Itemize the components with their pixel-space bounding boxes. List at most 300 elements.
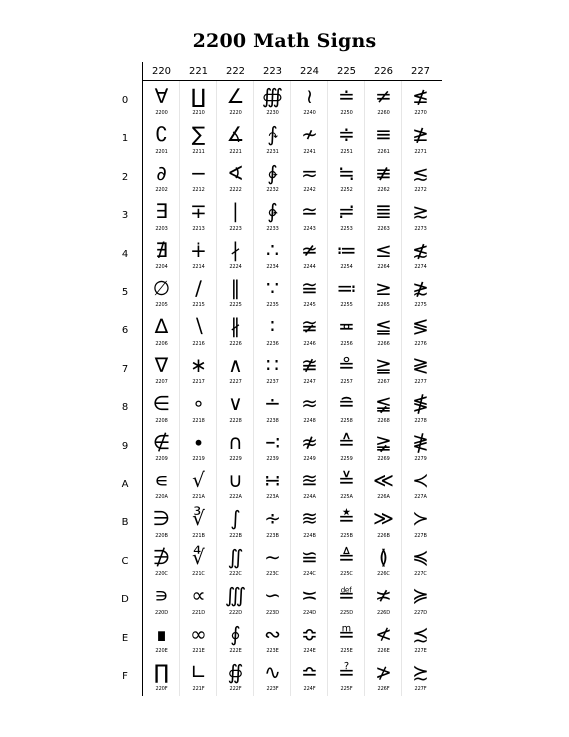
code-point-label: 2217 [192, 379, 205, 386]
glyph: ∢ [227, 160, 244, 185]
glyph-cell [328, 619, 365, 657]
glyph-cell [365, 350, 402, 388]
glyph-cell [180, 350, 217, 388]
code-point-label: 2208 [155, 417, 168, 424]
glyph: ∡ [226, 122, 245, 147]
glyph-cell [143, 542, 180, 580]
glyph-cell [291, 311, 328, 349]
code-point-label: 221A [192, 494, 205, 501]
glyph: ≮ [375, 621, 392, 646]
row-label: 0 [121, 95, 129, 106]
glyph: ∞ [190, 621, 207, 646]
glyph-cell [365, 580, 402, 618]
code-point-label: 225C [340, 571, 353, 578]
glyph: ∥ [230, 276, 241, 300]
glyph: ∿ [264, 660, 281, 684]
glyph-cell [291, 388, 328, 426]
glyph-cell [365, 427, 402, 465]
glyph: ≍ [301, 583, 318, 608]
glyph-cell [291, 158, 328, 196]
code-point-label: 2241 [303, 148, 316, 155]
glyph: ≅ [301, 276, 318, 300]
glyph: ∽ [264, 583, 281, 608]
glyph: ∶ [269, 314, 276, 339]
glyph-cell [291, 350, 328, 388]
glyph: ∰ [261, 84, 284, 108]
glyph: ∣ [230, 199, 241, 224]
code-point-label: 2222 [229, 187, 242, 194]
glyph: ∸ [264, 391, 281, 416]
glyph: ∑ [191, 122, 206, 147]
glyph-cell [328, 196, 365, 234]
glyph: ∗ [190, 352, 207, 377]
glyph-cell [365, 119, 402, 157]
glyph-cell [254, 311, 291, 349]
glyph-cell [402, 196, 439, 234]
code-point-label: 2244 [303, 263, 316, 270]
glyph: ≛ [338, 506, 355, 531]
glyph-cell [328, 465, 365, 503]
glyph: ∁ [155, 122, 168, 147]
code-point-label: 226C [377, 571, 390, 578]
code-point-label: 221C [192, 571, 205, 578]
glyph-cell [328, 311, 365, 349]
code-point-label: 2242 [303, 187, 316, 194]
glyph: ∷ [266, 352, 279, 377]
code-point-label: 227F [414, 686, 427, 693]
glyph: ∊ [154, 468, 169, 492]
code-point-label: 2256 [340, 340, 353, 347]
column-header: 225 [336, 66, 357, 77]
code-point-label: 224E [303, 647, 316, 654]
code-point-label: 2276 [414, 340, 427, 347]
glyph-cell [365, 196, 402, 234]
code-point-label: 2247 [303, 379, 316, 386]
glyph-cell [291, 273, 328, 311]
glyph-cell [180, 657, 217, 695]
code-point-label: 2246 [303, 340, 316, 347]
glyph-cell [402, 158, 439, 196]
glyph: ≉ [301, 429, 318, 454]
glyph: ≬ [378, 544, 389, 569]
glyph-cell [328, 503, 365, 541]
code-point-label: 224B [303, 532, 316, 539]
glyph: √ [192, 468, 205, 492]
code-point-label: 226D [377, 609, 390, 616]
code-point-label: 222B [229, 532, 242, 539]
code-point-label: 2260 [377, 110, 390, 117]
code-point-label: 225E [340, 647, 353, 654]
glyph-cell [254, 503, 291, 541]
column-header: 227 [410, 66, 431, 77]
glyph-cell [291, 619, 328, 657]
glyph-cell [402, 427, 439, 465]
glyph-cell [328, 580, 365, 618]
glyph-cell [254, 273, 291, 311]
code-point-label: 2235 [266, 302, 279, 309]
code-point-label: 2239 [266, 455, 279, 462]
glyph: ∯ [227, 660, 244, 684]
glyph-cell [217, 619, 254, 657]
column-header: 224 [299, 66, 320, 77]
code-point-label: 221F [192, 686, 205, 693]
glyph-cell [217, 158, 254, 196]
code-point-label: 2267 [377, 379, 390, 386]
code-point-label: 221B [192, 532, 205, 539]
glyph-cell [180, 503, 217, 541]
glyph: ≧ [375, 352, 392, 377]
glyph: ∋ [152, 506, 171, 531]
glyph-cell [180, 119, 217, 157]
glyph: ≰ [412, 84, 429, 108]
code-point-label: 2236 [266, 340, 279, 347]
glyph: ≨ [375, 391, 392, 416]
glyph-cell [217, 503, 254, 541]
glyph: ∘ [192, 391, 205, 416]
code-point-label: 2262 [377, 187, 390, 194]
glyph: ≕ [336, 276, 357, 300]
glyph: ∜ [192, 544, 205, 569]
code-point-label: 225B [340, 532, 353, 539]
code-point-label: 2202 [155, 187, 168, 194]
glyph-cell [143, 196, 180, 234]
glyph-cell [254, 388, 291, 426]
glyph-cell [143, 580, 180, 618]
glyph-cell [402, 619, 439, 657]
code-point-label: 220B [155, 532, 168, 539]
glyph-cell [143, 81, 180, 119]
row-label: A [121, 479, 129, 490]
code-point-label: 2215 [192, 302, 205, 309]
code-point-label: 226E [377, 647, 390, 654]
code-point-label: 220D [155, 609, 168, 616]
glyph-cell [365, 235, 402, 273]
code-point-label: 2216 [192, 340, 205, 347]
code-point-label: 2266 [377, 340, 390, 347]
glyph-cell [365, 311, 402, 349]
glyph: ≔ [336, 237, 357, 262]
glyph: ≷ [412, 352, 429, 377]
code-point-label: 2224 [229, 263, 242, 270]
glyph: ≵ [412, 276, 429, 300]
glyph: ≱ [412, 122, 429, 147]
glyph-cell [217, 388, 254, 426]
glyph-cell [328, 657, 365, 695]
row-label: 3 [121, 210, 129, 222]
glyph: ∬ [227, 544, 244, 569]
glyph-cell [143, 350, 180, 388]
glyph: ≸ [412, 391, 429, 416]
code-point-label: 2274 [414, 263, 427, 270]
glyph: ≘ [338, 391, 355, 416]
code-point-label: 2261 [377, 148, 390, 155]
glyph-cell [180, 273, 217, 311]
code-point-label: 2265 [377, 302, 390, 309]
code-point-label: 2272 [414, 187, 427, 194]
code-point-label: 2223 [229, 225, 242, 232]
code-point-label: 2200 [155, 110, 168, 117]
glyph-cell [180, 580, 217, 618]
code-point-label: 2209 [155, 455, 168, 462]
code-point-label: 220A [155, 494, 168, 501]
glyph: ≀ [305, 84, 314, 108]
glyph: ≆ [301, 314, 318, 339]
glyph-cell [328, 542, 365, 580]
glyph: ≳ [412, 199, 429, 224]
glyph: ≢ [375, 160, 392, 185]
glyph: ≯ [375, 660, 392, 684]
glyph-cell [328, 158, 365, 196]
glyph-cell [254, 427, 291, 465]
glyph: ≺ [412, 468, 429, 492]
code-point-label: 2228 [229, 417, 242, 424]
code-point-label: 2227 [229, 379, 242, 386]
glyph-cell [402, 235, 439, 273]
glyph-cell [365, 273, 402, 311]
glyph: ∦ [230, 314, 241, 339]
code-point-label: 222E [229, 647, 242, 654]
glyph-cell [254, 580, 291, 618]
glyph: ≌ [301, 544, 318, 569]
glyph: ≎ [301, 621, 318, 646]
row-label: 8 [121, 402, 129, 414]
code-point-label: 2203 [155, 225, 168, 232]
glyph-cell [402, 657, 439, 695]
glyph: ∓ [190, 199, 207, 224]
code-point-label: 2212 [192, 187, 205, 194]
column-header: 222 [225, 66, 246, 77]
glyph: ∮ [230, 621, 241, 646]
glyph-cell [365, 158, 402, 196]
glyph: ≝ [338, 583, 355, 608]
column-header: 226 [373, 66, 394, 77]
code-point-label: 227A [414, 494, 427, 501]
glyph: ≜ [338, 544, 355, 569]
glyph-cell [143, 427, 180, 465]
glyph-cell [365, 465, 402, 503]
code-point-label: 226A [377, 494, 390, 501]
glyph: ∼ [264, 544, 281, 569]
glyph-cell [365, 503, 402, 541]
glyph: ≦ [375, 314, 392, 339]
code-point-label: 2259 [340, 455, 353, 462]
glyph-cell [254, 619, 291, 657]
row-label: 9 [121, 440, 129, 452]
glyph: ∠ [226, 84, 245, 108]
glyph: ∭ [224, 583, 247, 608]
code-point-label: 2275 [414, 302, 427, 309]
code-point-label: 2210 [192, 110, 205, 117]
code-point-label: 2232 [266, 187, 279, 194]
glyph: ∃ [155, 199, 168, 224]
glyph-cell [402, 81, 439, 119]
code-point-label: 223C [266, 571, 279, 578]
code-point-label: 2263 [377, 225, 390, 232]
code-point-label: 225F [340, 686, 353, 693]
glyph-cell [291, 465, 328, 503]
code-point-label: 224F [303, 686, 316, 693]
code-point-label: 227B [414, 532, 427, 539]
row-label: 6 [121, 325, 129, 337]
code-point-label: 2268 [377, 417, 390, 424]
glyph: ∂ [156, 160, 167, 185]
glyph: ∤ [230, 237, 241, 262]
glyph-cell [254, 196, 291, 234]
glyph-cell [291, 657, 328, 695]
glyph-cell [143, 119, 180, 157]
row-label: 1 [121, 133, 129, 145]
glyph-cell [180, 465, 217, 503]
glyph: ∅ [152, 276, 171, 300]
code-point-label: 2219 [192, 455, 205, 462]
glyph-cell [402, 311, 439, 349]
code-point-label: 224A [303, 494, 316, 501]
code-point-label: 2248 [303, 417, 316, 424]
glyph: ∛ [192, 506, 205, 531]
glyph: ∴ [266, 237, 279, 262]
code-point-label: 2229 [229, 455, 242, 462]
glyph-cell [402, 388, 439, 426]
glyph-cell [365, 81, 402, 119]
code-point-label: 223E [266, 647, 279, 654]
code-point-label: 220C [155, 571, 168, 578]
code-point-label: 2269 [377, 455, 390, 462]
glyph: ∺ [264, 468, 281, 492]
glyph-cell [402, 580, 439, 618]
code-point-label: 2252 [340, 187, 353, 194]
glyph-cell [254, 465, 291, 503]
glyph: ∕ [195, 276, 202, 300]
glyph-cell [180, 196, 217, 234]
code-point-label: 2237 [266, 379, 279, 386]
glyph-cell [180, 388, 217, 426]
glyph: ≓ [338, 199, 355, 224]
code-point-label: 221E [192, 647, 205, 654]
glyph: ≏ [301, 660, 318, 684]
glyph-cell [365, 388, 402, 426]
glyph-cell [291, 427, 328, 465]
row-label: 4 [121, 248, 129, 260]
glyph: ∀ [154, 84, 169, 108]
code-point-label: 2230 [266, 110, 279, 117]
code-point-label: 2218 [192, 417, 205, 424]
glyph: ∟ [190, 660, 207, 684]
column-header: 220 [151, 66, 172, 77]
row-label: 2 [121, 171, 129, 183]
code-point-label: 227E [414, 647, 427, 654]
glyph-cell [217, 465, 254, 503]
glyph-cell [365, 542, 402, 580]
code-point-label: 2214 [192, 263, 205, 270]
glyph-cell [217, 657, 254, 695]
glyph: ≗ [338, 352, 355, 377]
glyph: ≊ [301, 468, 318, 492]
glyph: ≐ [338, 84, 355, 108]
code-point-label: 2279 [414, 455, 427, 462]
glyph: ≂ [301, 160, 318, 185]
code-point-label: 225A [340, 494, 353, 501]
glyph: ≣ [375, 199, 392, 224]
glyph: ≁ [301, 122, 318, 147]
code-point-label: 2205 [155, 302, 168, 309]
code-point-label: 2249 [303, 455, 316, 462]
glyph-cell [254, 657, 291, 695]
glyph-cell [402, 465, 439, 503]
glyph: ∩ [228, 429, 243, 454]
glyph: ∎ [155, 621, 168, 646]
column-header: 223 [262, 66, 283, 77]
code-point-label: 222F [229, 686, 242, 693]
code-point-label: 220E [155, 647, 168, 654]
code-point-label: 223D [266, 609, 279, 616]
glyph: ≤ [375, 237, 392, 262]
code-point-label: 2251 [340, 148, 353, 155]
glyph-cell [143, 235, 180, 273]
glyph: ≪ [373, 468, 394, 492]
glyph-cell [143, 388, 180, 426]
row-label: E [121, 632, 129, 644]
code-point-label: 222A [229, 494, 242, 501]
code-point-label: 2201 [155, 148, 168, 155]
code-point-label: 225D [340, 609, 353, 616]
glyph-cell [328, 119, 365, 157]
code-point-label: 226F [377, 686, 390, 693]
glyph: ≩ [375, 429, 392, 454]
glyph: ∲ [267, 160, 278, 185]
glyph-cell [328, 427, 365, 465]
row-label: 5 [121, 287, 129, 298]
glyph: ∉ [152, 429, 171, 454]
glyph-cell [180, 542, 217, 580]
glyph-cell [143, 273, 180, 311]
glyph-cell [365, 657, 402, 695]
glyph-cell [291, 542, 328, 580]
glyph-cell [180, 427, 217, 465]
glyph: ≃ [301, 199, 318, 224]
code-point-label: 2257 [340, 379, 353, 386]
glyph-cell [254, 158, 291, 196]
glyph-cell [143, 311, 180, 349]
glyph: ≶ [412, 314, 429, 339]
glyph: ≭ [375, 583, 392, 608]
glyph-cell [291, 235, 328, 273]
glyph-cell [217, 580, 254, 618]
code-point-label: 2278 [414, 417, 427, 424]
row-label: F [122, 671, 128, 682]
glyph: ≟ [338, 660, 355, 684]
glyph: ∾ [264, 621, 281, 646]
glyph-cell [254, 119, 291, 157]
glyph: ≴ [412, 237, 429, 262]
row-label: 7 [121, 363, 129, 375]
glyph: ≾ [412, 621, 429, 646]
glyph: ∨ [228, 391, 243, 416]
row-label: B [121, 517, 129, 529]
glyph-cell [402, 503, 439, 541]
glyph: ∄ [155, 237, 168, 262]
glyph-cell [402, 350, 439, 388]
code-point-label: 2273 [414, 225, 427, 232]
code-point-label: 2240 [303, 110, 316, 117]
glyph-cell [217, 542, 254, 580]
glyph-cell [180, 619, 217, 657]
glyph: ∈ [152, 391, 171, 416]
glyph: ≚ [338, 468, 355, 492]
glyph: ≿ [412, 660, 429, 684]
glyph: ≻ [412, 506, 429, 531]
glyph: ≹ [412, 429, 429, 454]
code-point-label: 2270 [414, 110, 427, 117]
